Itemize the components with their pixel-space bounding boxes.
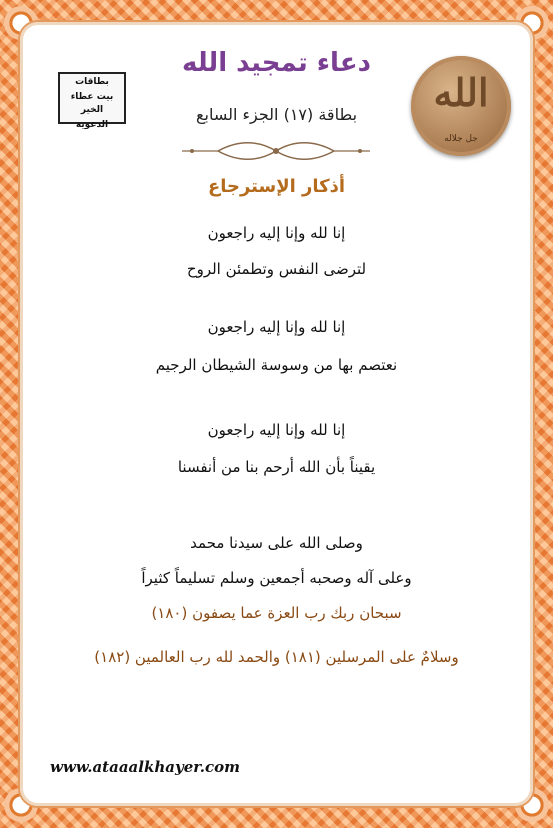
divider-ornament-icon [178, 138, 374, 164]
card-title: دعاء تمجيد الله [182, 48, 371, 78]
stamp-line-3: الدعوية [75, 120, 109, 130]
dhikr-line: إنا لله وإنا إليه راجعون [207, 224, 346, 242]
dhikr-line: إنا لله وإنا إليه راجعون [207, 421, 346, 439]
dhikr-line: وصلى الله على سيدنا محمد [190, 534, 363, 552]
medallion-glyph: الله [433, 70, 489, 115]
medallion-caption: جل جلاله [444, 134, 478, 144]
dhikr-line: وعلى آله وصحبه أجمعين وسلم تسليماً كثيراً [141, 569, 412, 587]
stamp-line-1: بطاقات [75, 77, 109, 87]
publisher-stamp [58, 72, 126, 130]
card-subtitle: بطاقة (١٧) الجزء السابع [195, 105, 358, 124]
dhikr-line: إنا لله وإنا إليه راجعون [207, 318, 346, 336]
dhikr-line: يقيناً بأن الله أرحم بنا من أنفسنا [177, 458, 376, 476]
quran-verse: سبحان ربك رب العزة عما يصفون (١٨٠) [151, 604, 402, 622]
allah-medallion [411, 56, 511, 156]
dhikr-line: لترضى النفس وتطمئن الروح [186, 260, 367, 278]
section-title: أذكار الإسترجاع [207, 176, 346, 197]
website-url[interactable]: www.ataaalkhayer.com [50, 758, 240, 776]
quran-verse: وسلامٌ على المرسلين (١٨١) والحمد لله رب العالمين (١٨٢) [94, 648, 459, 666]
stamp-line-2: بيت عطاء الخير [70, 92, 114, 115]
dhikr-line: نعتصم بها من وسوسة الشيطان الرجيم [155, 356, 398, 374]
